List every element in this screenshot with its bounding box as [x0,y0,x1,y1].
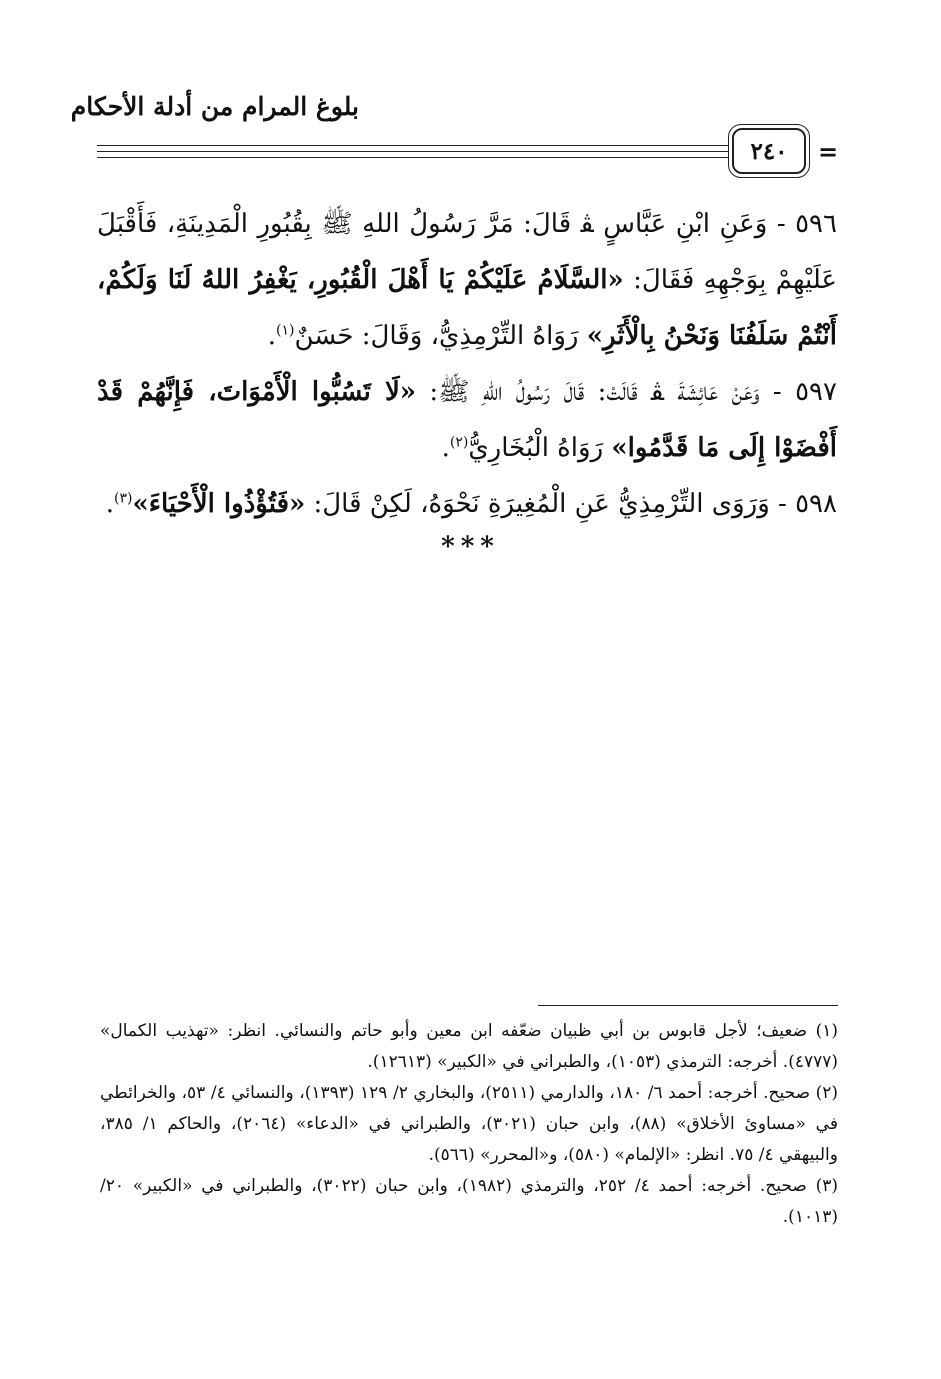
running-title: بلوغ المرام من أدلة الأحكام [70,92,359,121]
page-number-box [732,128,806,174]
footnote-ref: (٣) [114,490,133,507]
hadith-596 [97,196,837,364]
hadith-tail: رَوَاهُ التِّرْمِذِيُّ، وَقَالَ: حَسَنٌ [294,321,587,351]
hadith-end: . [267,321,276,351]
hadith-number: ٥٩٦ - [767,209,837,239]
header-rule-top [97,145,729,146]
hadith-598 [97,476,837,532]
section-separator: *** [441,532,500,562]
footnote-2: (٢) صحيح. أخرجه: أحمد ٦/ ١٨٠، والدارمي (٢٥١١)، والبخاري ٢/ ١٢٩ (١٣٩٣)، والنسائي ٤/ ٥٣، والخرائطي في «مساوئ الأخلاق» (٨٨)، وابن حبان (٣٠٢١)، والطبراني في «الدعاء» (٢٠٦٤)، والحاكم ١/ ٣٨٥، والبيهقي ٤/ ٧٥. انظر: «الإلمام» (٥٨٠)، و«المحرر» (٥٦٦). [100,1083,839,1165]
footnote-rule [538,1005,838,1006]
header-rule-bottom [97,157,729,158]
hadith-intro: وَعَنِ ابْنِ عَبَّاسٍ ﭭ قَالَ: مَرَّ رَسُولُ اللهِ ﷺ بِقُبُورِ الْمَدِينَةِ، فَأَقْبَلَ عَلَيْهِمْ بِوَجْهِهِ فَقَالَ: [97,209,837,295]
hadith-tail: رَوَاهُ الْبُخَارِيُّ [468,433,612,463]
hadith-end: . [441,433,450,463]
footnote-ref: (٢) [449,434,469,451]
hadith-number: ٥٩٨ - [769,489,837,519]
header-dash: = [818,137,839,166]
page-number: ٢٤٠ [750,137,788,165]
hadith-end: . [105,489,115,519]
footnote-3: (٣) صحيح. أخرجه: أحمد ٤/ ٢٥٢، والترمذي (١٩٨٢)، وابن حبان (٣٠٢٢)، والطبراني في «الكبير» ٢٠/ (١٠١٣). [100,1176,838,1227]
main-text [97,196,837,532]
hadith-quote: «فَتُؤْذُوا الْأَحْيَاءَ» [132,489,306,519]
header-rule-middle [97,151,729,152]
footnote-ref: (١) [275,322,295,339]
hadith-intro: وَرَوَى التِّرْمِذِيُّ عَنِ الْمُغِيرَةِ نَحْوَهُ، لَكِنْ قَالَ: [305,489,770,519]
footnotes [100,1016,838,1233]
footnote-1: (١) ضعيف؛ لأجل قابوس بن أبي ظبيان ضعّفه ابن معين وأبو حاتم والنسائي. انظر: «تهذيب الكمال» (٤٧٧٧). أخرجه: الترمذي (١٠٥٣)، والطبراني في «الكبير» (١٢٦١٣). [100,1021,838,1072]
hadith-quote: «السَّلَامُ عَلَيْكُمْ يَا أَهْلَ الْقُبُورِ، يَغْفِرُ اللهُ لَنَا وَلَكُمْ، أَنْتُمْ سَلَفُنَا وَنَحْنُ بِالْأَثَرِ» [97,265,837,351]
hadith-number: ٥٩٧ - [759,377,837,407]
hadith-intro: وَعَنْ عَائِشَةَ ﭭ قَالَتْ: قَالَ رَسُولُ اللهِ ﷺ: [416,377,760,407]
hadith-597 [97,364,837,476]
hadith-quote: «لَا تَسُبُّوا الْأَمْوَاتَ، فَإِنَّهُمْ قَدْ أَفْضَوْا إِلَى مَا قَدَّمُوا» [97,377,837,463]
